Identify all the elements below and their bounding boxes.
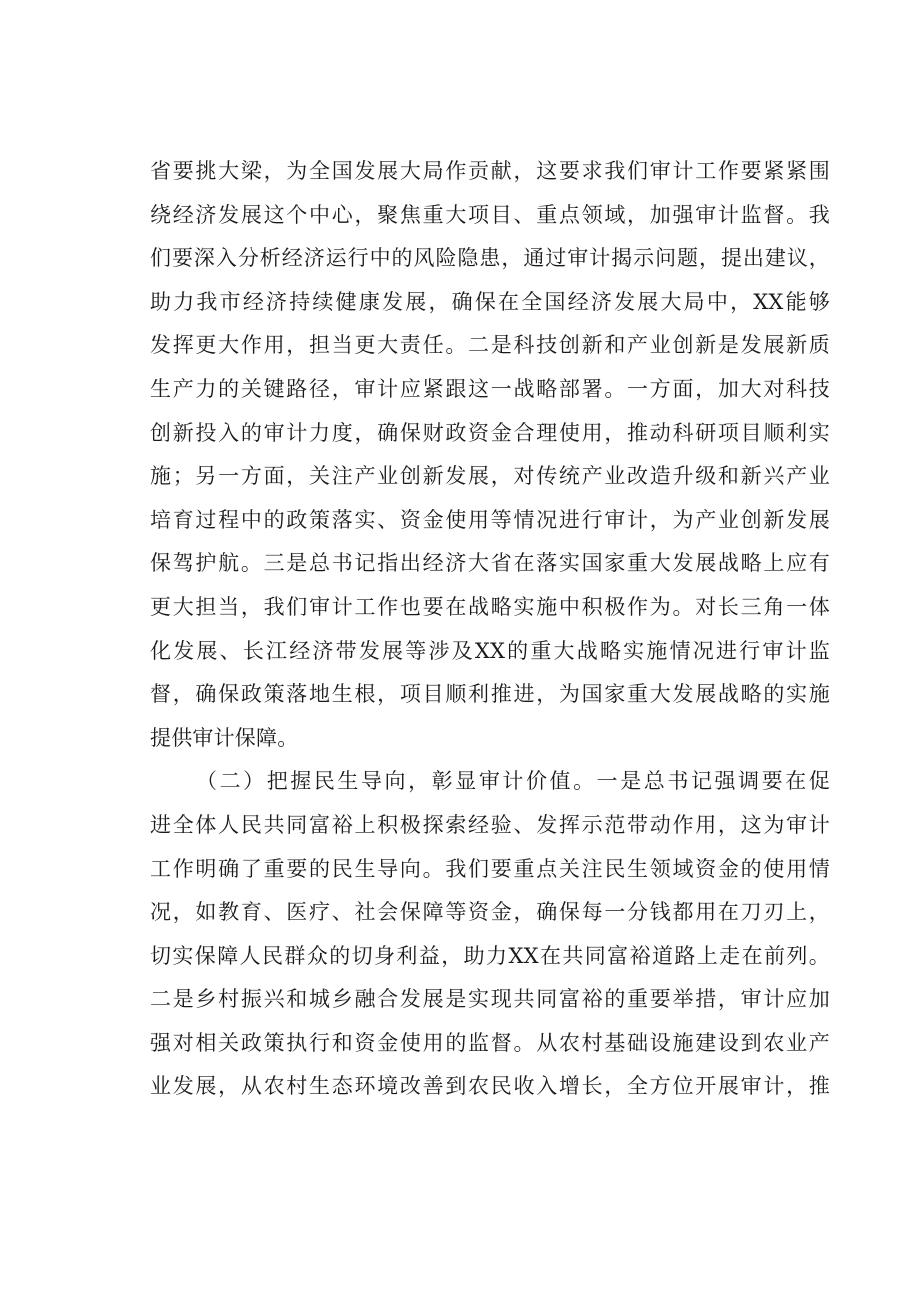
paragraph-line: 助力我市经济持续健康发展，确保在全国经济发展大局中，XX能够 [150, 289, 830, 314]
paragraph-line: 提供审计保障。 [150, 725, 299, 750]
paragraph-line: 施；另一方面，关注产业创新发展，对传统产业改造升级和新兴产业 [150, 464, 830, 489]
paragraph-line: 业发展，从农村生态环境改善到农民收入增长，全方位开展审计，推 [150, 1074, 830, 1099]
paragraph-line: 二是乡村振兴和城乡融合发展是实现共同富裕的重要举措，审计应加 [150, 987, 830, 1012]
paragraph-line: 省要挑大梁，为全国发展大局作贡献，这要求我们审计工作要紧紧围 [150, 159, 830, 183]
paragraph-line: 切实保障人民群众的切身利益，助力XX在共同富裕道路上走在前列。 [150, 943, 830, 968]
paragraph-line: 况，如教育、医疗、社会保障等资金，确保每一分钱都用在刀刃上， [150, 900, 830, 925]
paragraph-line: 工作明确了重要的民生导向。我们要重点关注民生领域资金的使用情 [150, 856, 830, 881]
paragraph-line: 创新投入的审计力度，确保财政资金合理使用，推动科研项目顺利实 [150, 420, 830, 445]
paragraph-line: 发挥更大作用，担当更大责任。二是科技创新和产业创新是发展新质 [150, 333, 830, 358]
paragraph-line: 化发展、长江经济带发展等涉及XX的重大战略实施情况进行审计监 [150, 638, 830, 663]
paragraph-line: 生产力的关键路径，审计应紧跟这一战略部署。一方面，加大对科技 [150, 376, 830, 401]
paragraph-line: 培育过程中的政策落实、资金使用等情况进行审计，为产业创新发展 [150, 507, 830, 532]
paragraph-2 [150, 760, 830, 1109]
paragraph-line: 们要深入分析经济运行中的风险隐患，通过审计揭示问题，提出建议， [150, 246, 830, 271]
paragraph-line: 绕经济发展这个中心，聚焦重大项目、重点领域，加强审计监督。我 [150, 202, 830, 227]
paragraph-heading-line: （二）把握民生导向，彰显审计价值。一是总书记强调要在促 [196, 769, 830, 794]
document-body [150, 150, 830, 1109]
paragraph-1 [150, 150, 830, 760]
paragraph-line: 更大担当，我们审计工作也要在战略实施中积极作为。对长三角一体 [150, 594, 830, 619]
paragraph-line: 督，确保政策落地生根，项目顺利推进，为国家重大发展战略的实施 [150, 682, 830, 707]
paragraph-line: 保驾护航。三是总书记指出经济大省在落实国家重大发展战略上应有 [150, 551, 830, 576]
paragraph-line: 强对相关政策执行和资金使用的监督。从农村基础设施建设到农业产 [150, 1030, 830, 1055]
paragraph-line: 进全体人民共同富裕上积极探索经验、发挥示范带动作用，这为审计 [150, 812, 830, 837]
